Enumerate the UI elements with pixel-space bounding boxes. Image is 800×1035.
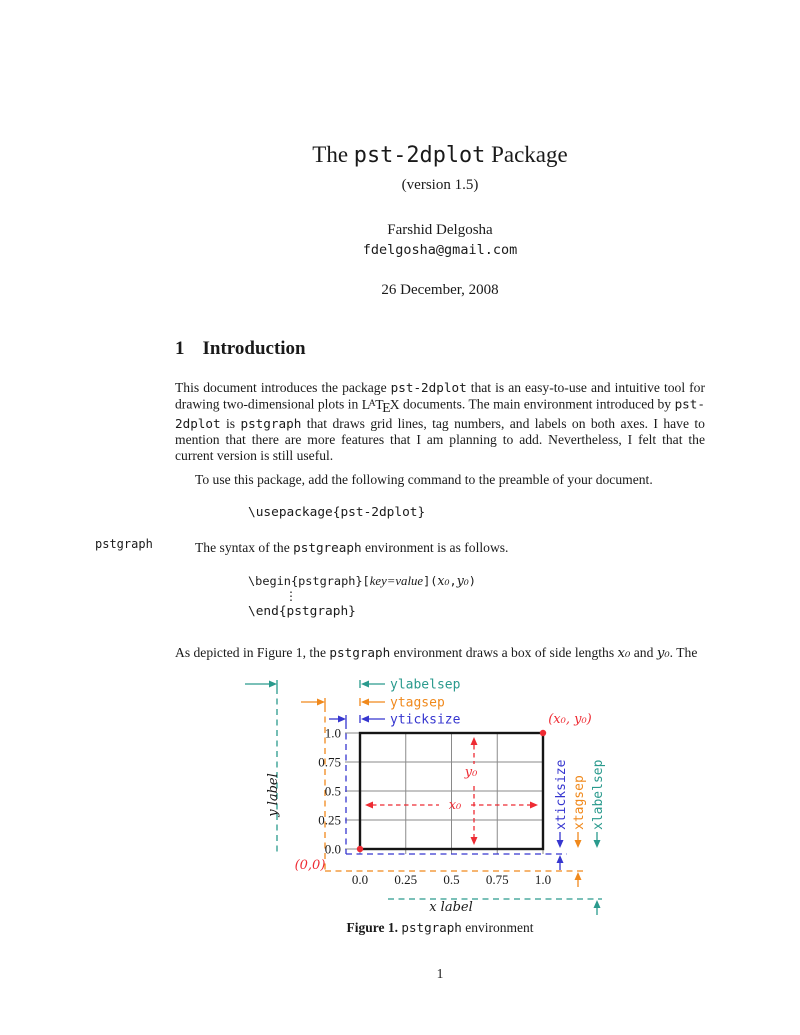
x-axis-label: x label: [429, 900, 473, 915]
main-content: [175, 330, 705, 662]
doc-title: The pst-2dplot Package: [312, 142, 568, 168]
y-tag: 0.5: [324, 783, 341, 799]
usepackage-code: \usepackage{pst-2dplot}: [248, 504, 426, 520]
section-number: 1: [175, 338, 185, 359]
section-title: Introduction: [202, 338, 306, 359]
x-tag: 0.75: [485, 872, 509, 887]
figure-1-diagram: [237, 672, 617, 922]
syntax-paragraph: The syntax of the pstgreaph environment is as follows.: [195, 539, 509, 555]
x-tag: 0.25: [394, 872, 418, 887]
corner-point: [540, 730, 546, 736]
label-xticksize: xticksize: [554, 759, 569, 830]
grid-lines: [345, 733, 543, 854]
page-number: 1: [436, 966, 444, 981]
x-axis-tags: [352, 872, 551, 887]
y-tag: 1.0: [324, 725, 341, 741]
yticksize-xticksize-lines: [329, 712, 567, 870]
title-block: [175, 142, 705, 299]
y-tag: 0.0: [324, 841, 341, 857]
code-end-line: \end{pstgraph}: [248, 603, 356, 619]
intro-paragraph: This document introduces the package pst-2dplot that is an easy-to-use and intuitive tool for drawing two-dimensional plots in LATEX documents. The main environment introduced by pst-2dplot is pstgraph that draws grid lines, tag numbers, and labels on both axes. I have to mention that there are more features that I am planning to add. Nevertheless, I felt that the current version is still useful.: [175, 380, 705, 463]
doc-version: (version 1.5): [401, 177, 479, 193]
code-vertical-dots: ⋮: [285, 588, 297, 603]
pstgraph-code-block: [248, 573, 705, 620]
x-tag: 1.0: [534, 872, 552, 887]
y0-dimension-label: y₀: [464, 765, 478, 780]
usage-paragraph: To use this package, add the following command to the preamble of your document.: [195, 471, 653, 487]
y-tag: 0.75: [318, 754, 341, 770]
legend-ytagsep: ytagsep: [390, 695, 445, 711]
corner-coordinates-label: (x₀, y₀): [548, 712, 592, 727]
origin-point: [357, 846, 363, 852]
y-axis-tags: [318, 726, 341, 857]
legend-ylabelsep: ylabelsep: [390, 677, 461, 693]
label-xtagsep: xtagsep: [572, 775, 587, 830]
margin-note-pstgraph: pstgraph: [95, 537, 153, 551]
blue-arrowheads: [338, 716, 564, 864]
y-tag: 0.25: [318, 812, 341, 828]
label-xlabelsep: xlabelsep: [591, 759, 606, 830]
author-email: fdelgosha@gmail.com: [362, 242, 518, 258]
x-tag: 0.5: [443, 872, 460, 887]
y-axis-label: y label: [266, 773, 281, 817]
figure-ref-paragraph: As depicted in Figure 1, the pstgraph environment draws a box of side lengths x₀ and y₀. The: [175, 644, 698, 661]
x-tag: 0.0: [351, 872, 369, 887]
origin-coordinates-label: (0,0): [294, 858, 326, 873]
x0-dimension-label: x₀: [448, 798, 462, 813]
code-begin-line: \begin{pstgraph}[key=value](x₀,y₀): [248, 572, 476, 588]
section-heading: [175, 338, 705, 360]
doc-date: 26 December, 2008: [381, 282, 499, 298]
author-name: Farshid Delgosha: [387, 222, 493, 238]
legend-yticksize: yticksize: [390, 712, 461, 728]
figure-caption: Figure 1. pstgraph environment: [346, 920, 534, 935]
